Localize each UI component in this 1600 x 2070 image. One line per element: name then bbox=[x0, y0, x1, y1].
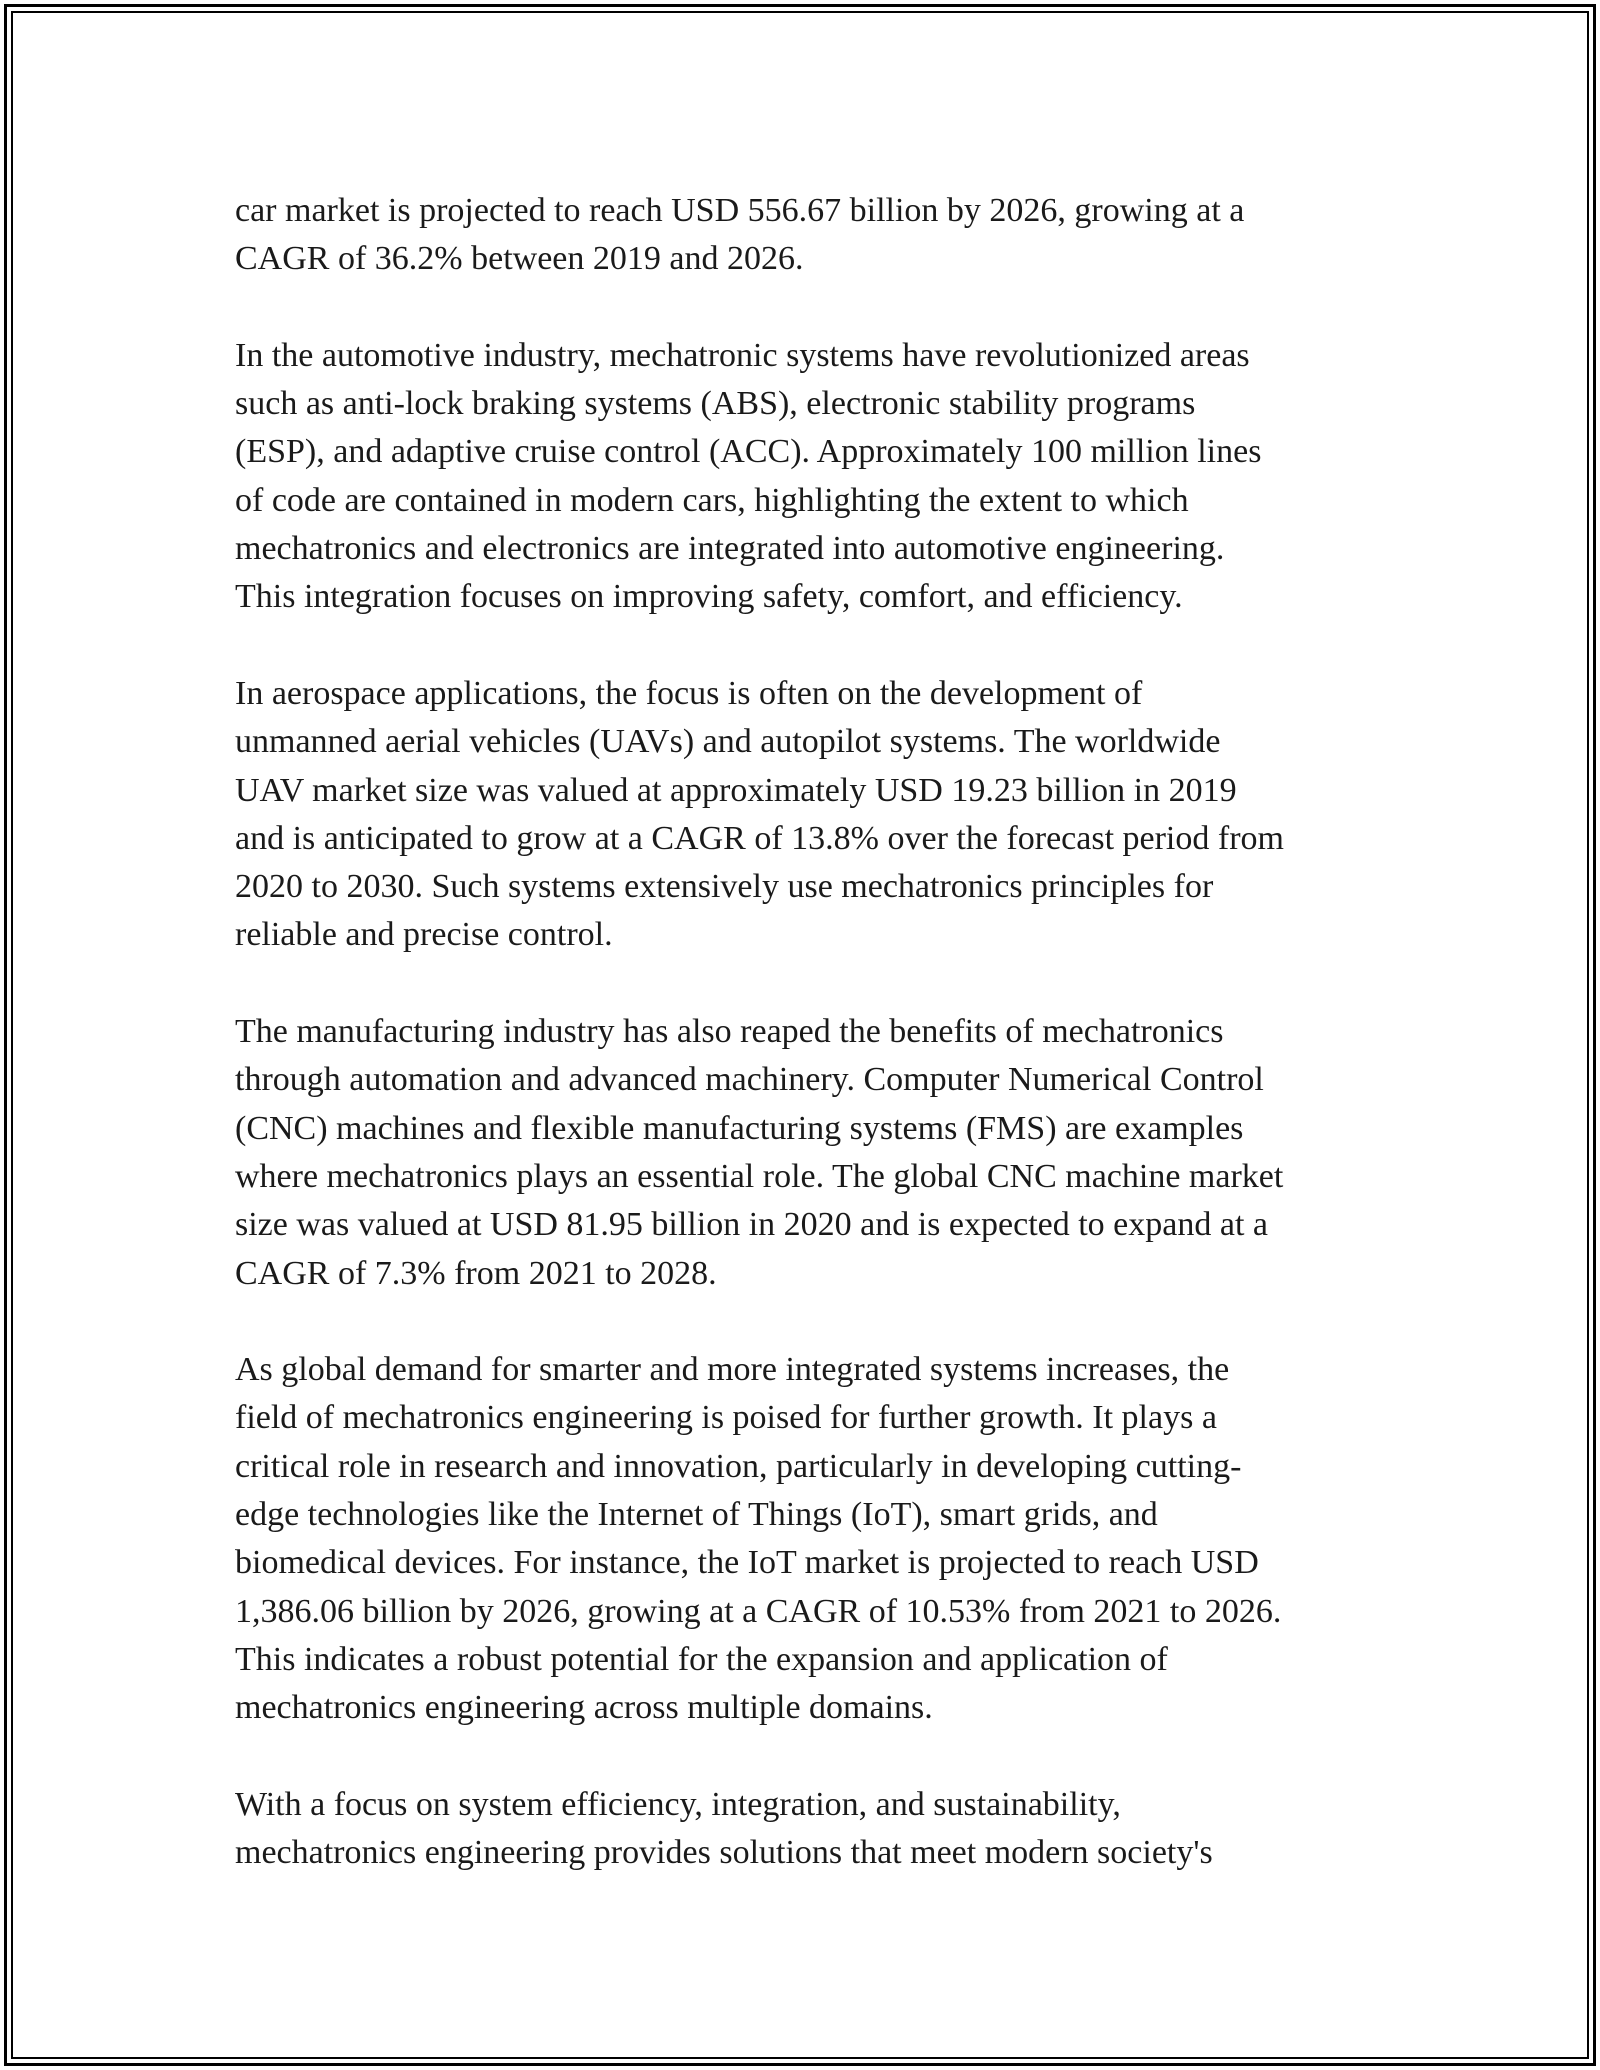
text-line: such as anti-lock braking systems (ABS), electronic stability programs bbox=[235, 385, 1196, 423]
text-line: UAV market size was valued at approximately USD 19.23 billion in 2019 bbox=[235, 771, 1237, 809]
text-line: critical role in research and innovation, particularly in developing cutting- bbox=[235, 1447, 1242, 1485]
text-line: In aerospace applications, the focus is often on the development of bbox=[235, 674, 1143, 712]
text-line: field of mechatronics engineering is poised for further growth. It plays a bbox=[235, 1399, 1217, 1437]
document-body bbox=[235, 187, 1415, 1877]
text-line: unmanned aerial vehicles (UAVs) and autopilot systems. The worldwide bbox=[235, 723, 1221, 761]
text-line: 2020 to 2030. Such systems extensively use mechatronics principles for bbox=[235, 868, 1214, 906]
text-line: CAGR of 7.3% from 2021 to 2028. bbox=[235, 1254, 717, 1292]
text-line: CAGR of 36.2% between 2019 and 2026. bbox=[235, 240, 804, 278]
paragraph-automotive bbox=[235, 332, 1415, 622]
text-line: The manufacturing industry has also reaped the benefits of mechatronics bbox=[235, 1013, 1224, 1051]
text-line: size was valued at USD 81.95 billion in 2020 and is expected to expand at a bbox=[235, 1206, 1268, 1244]
paragraph-global-demand bbox=[235, 1346, 1415, 1732]
paragraph-manufacturing bbox=[235, 1008, 1415, 1298]
text-line: car market is projected to reach USD 556.67 billion by 2026, growing at a bbox=[235, 192, 1245, 229]
text-line: This indicates a robust potential for the expansion and application of bbox=[235, 1640, 1168, 1678]
text-line: 1,386.06 billion by 2026, growing at a CAGR of 10.53% from 2021 to 2026. bbox=[235, 1592, 1282, 1630]
text-line: As global demand for smarter and more integrated systems increases, the bbox=[235, 1351, 1230, 1389]
text-line: (ESP), and adaptive cruise control (ACC). Approximately 100 million lines bbox=[235, 433, 1262, 471]
text-line: mechatronics engineering provides solutions that meet modern society's bbox=[235, 1834, 1213, 1872]
text-line: This integration focuses on improving safety, comfort, and efficiency. bbox=[235, 578, 1183, 616]
paragraph-system-efficiency bbox=[235, 1781, 1415, 1878]
text-line: (CNC) machines and flexible manufacturing systems (FMS) are examples bbox=[235, 1109, 1244, 1147]
text-line: edge technologies like the Internet of Things (IoT), smart grids, and bbox=[235, 1496, 1158, 1534]
text-line: and is anticipated to grow at a CAGR of 13.8% over the forecast period from bbox=[235, 819, 1284, 857]
paragraph-car-market bbox=[235, 187, 1415, 284]
text-line: With a focus on system efficiency, integration, and sustainability, bbox=[235, 1785, 1121, 1823]
text-line: biomedical devices. For instance, the IoT market is projected to reach USD bbox=[235, 1544, 1259, 1582]
text-line: reliable and precise control. bbox=[235, 916, 613, 954]
text-line: mechatronics and electronics are integrated into automotive engineering. bbox=[235, 530, 1225, 568]
text-line: where mechatronics plays an essential role. The global CNC machine market bbox=[235, 1157, 1284, 1195]
text-line: of code are contained in modern cars, highlighting the extent to which bbox=[235, 481, 1189, 519]
paragraph-aerospace bbox=[235, 670, 1415, 960]
text-line: through automation and advanced machinery. Computer Numerical Control bbox=[235, 1061, 1264, 1099]
text-line: In the automotive industry, mechatronic systems have revolutionized areas bbox=[235, 336, 1250, 374]
text-line: mechatronics engineering across multiple domains. bbox=[235, 1689, 933, 1727]
